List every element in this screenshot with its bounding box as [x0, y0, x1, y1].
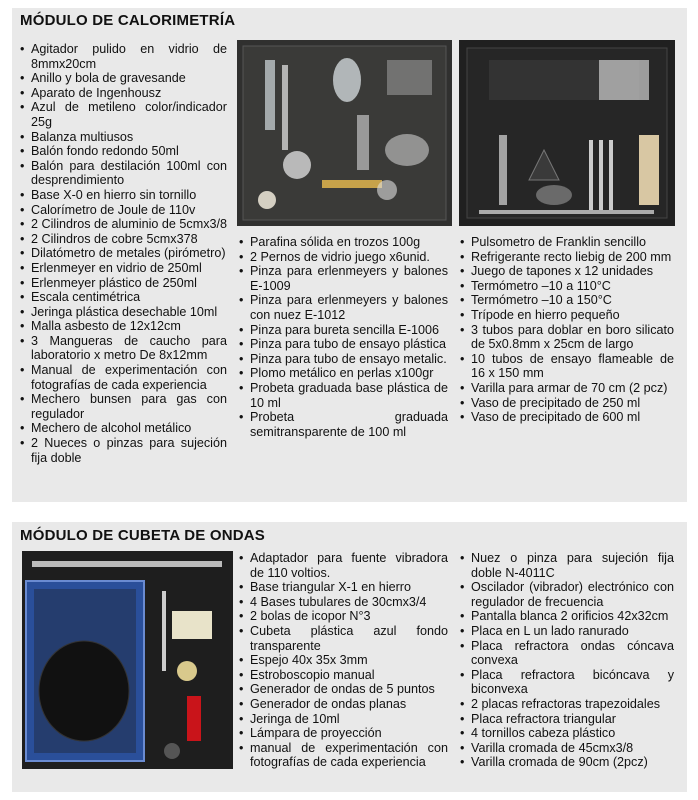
list-item: • Pinza para tubo de ensayo plástica	[239, 337, 448, 352]
list-item: • Estroboscopio manual	[239, 668, 448, 683]
list-item: • Probeta graduada base plástica de 10 ml	[239, 381, 448, 410]
list-item: • Oscilador (vibrador) electrónico con regulador de frecuencia	[460, 580, 674, 609]
list-item: • Escala centimétrica	[20, 290, 227, 305]
list-item: • Mechero bunsen para gas con regulador	[20, 392, 227, 421]
list-item: • Agitador pulido en vidrio de 8mmx20cm	[20, 42, 227, 71]
section-cubeta-title: MÓDULO DE CUBETA DE ONDAS	[20, 527, 265, 544]
list-item: • Adaptador para fuente vibradora de 110 voltios.	[239, 551, 448, 580]
list-item: • 4 Bases tubulares de 30cmx3/4	[239, 595, 448, 610]
list-item: • 2 Cilindros de aluminio de 5cmx3/8	[20, 217, 227, 232]
list-item: • Generador de ondas de 5 puntos	[239, 682, 448, 697]
list-item: • 10 tubos de ensayo flameable de 16 x 150 mm	[460, 352, 674, 381]
list-item: • Jeringa plástica desechable 10ml	[20, 305, 227, 320]
list-item: • Aparato de Ingenhousz	[20, 86, 227, 101]
list-item: • Jeringa de 10ml	[239, 712, 448, 727]
list-item: • Erlenmeyer plástico de 250ml	[20, 276, 227, 291]
list-item: • 3 Mangueras de caucho para laboratorio x metro De 8x12mm	[20, 334, 227, 363]
list-item: • Malla asbesto de 12x12cm	[20, 319, 227, 334]
calorimetria-list-col1	[20, 42, 227, 465]
list-item: • Termómetro –10 a 110°C	[460, 279, 674, 294]
list-item: • Erlenmeyer en vidrio de 250ml	[20, 261, 227, 276]
list-item: • Espejo 40x 35x 3mm	[239, 653, 448, 668]
list-item: • 2 Nueces o pinzas para sujeción fija doble	[20, 436, 227, 465]
list-item: • 3 tubos para doblar en boro silicato de 5x0.8mm x 25cm de largo	[460, 323, 674, 352]
list-item: • Pantalla blanca 2 orificios 42x32cm	[460, 609, 674, 624]
list-item: • Vaso de precipitado de 600 ml	[460, 410, 674, 425]
list-item: • Probeta graduada semitransparente de 100 ml	[239, 410, 448, 439]
list-item: • 2 Pernos de vidrio juego x6unid.	[239, 250, 448, 265]
list-item: • 2 Cilindros de cobre 5cmx378	[20, 232, 227, 247]
list-item: • Cubeta plástica azul fondo transparente	[239, 624, 448, 653]
list-item: • Trípode en hierro pequeño	[460, 308, 674, 323]
cubeta-kit-photo	[22, 551, 233, 769]
list-item: • Nuez o pinza para sujeción fija doble N-4011C	[460, 551, 674, 580]
list-item: • Placa refractora triangular	[460, 712, 674, 727]
list-item: • Pinza para tubo de ensayo metalic.	[239, 352, 448, 367]
list-item: • Pinza para erlenmeyers y balones E-1009	[239, 264, 448, 293]
list-item: • manual de experimentación con fotografías de cada experiencia	[239, 741, 448, 770]
calorimetria-list-col2	[239, 235, 448, 439]
list-item: • Placa refractora bicóncava y biconvexa	[460, 668, 674, 697]
list-item: • Pinza para erlenmeyers y balones con nuez E-1012	[239, 293, 448, 322]
list-item: • Varilla cromada de 90cm (2pcz)	[460, 755, 674, 770]
list-item: • Termómetro –10 a 150°C	[460, 293, 674, 308]
calorimetria-list-col3	[460, 235, 674, 425]
list-item: • 4 tornillos cabeza plástico	[460, 726, 674, 741]
cubeta-list-col3	[460, 551, 674, 770]
list-item: • Lámpara de proyección	[239, 726, 448, 741]
list-item: • Balón para destilación 100ml con desprendimiento	[20, 159, 227, 188]
list-item: • Pulsometro de Franklin sencillo	[460, 235, 674, 250]
list-item: • Base X-0 en hierro sin tornillo	[20, 188, 227, 203]
list-item: • Juego de tapones x 12 unidades	[460, 264, 674, 279]
list-item: • Balón fondo redondo 50ml	[20, 144, 227, 159]
list-item: • 2 placas refractoras trapezoidales	[460, 697, 674, 712]
list-item: • Calorímetro de Joule de 110v	[20, 203, 227, 218]
calorimetria-kit-photo-2	[459, 40, 675, 226]
list-item: • Refrigerante recto liebig de 200 mm	[460, 250, 674, 265]
list-item: • Base triangular X-1 en hierro	[239, 580, 448, 595]
list-item: • 2 bolas de icopor N°3	[239, 609, 448, 624]
list-item: • Anillo y bola de gravesande	[20, 71, 227, 86]
section-calorimetria-title: MÓDULO DE CALORIMETRÍA	[20, 12, 236, 29]
list-item: • Placa refractora ondas cóncava convexa	[460, 639, 674, 668]
list-item: • Vaso de precipitado de 250 ml	[460, 396, 674, 411]
list-item: • Pinza para bureta sencilla E-1006	[239, 323, 448, 338]
list-item: • Manual de experimentación con fotografías de cada experiencia	[20, 363, 227, 392]
list-item: • Balanza multiusos	[20, 130, 227, 145]
list-item: • Varilla para armar de 70 cm (2 pcz)	[460, 381, 674, 396]
cubeta-list-col2	[239, 551, 448, 770]
list-item: • Dilatómetro de metales (pirómetro)	[20, 246, 227, 261]
list-item: • Generador de ondas planas	[239, 697, 448, 712]
list-item: • Placa en L un lado ranurado	[460, 624, 674, 639]
list-item: • Plomo metálico en perlas x100gr	[239, 366, 448, 381]
list-item: • Azul de metileno color/indicador 25g	[20, 100, 227, 129]
calorimetria-kit-photo-1	[237, 40, 452, 226]
list-item: • Parafina sólida en trozos 100g	[239, 235, 448, 250]
list-item: • Mechero de alcohol metálico	[20, 421, 227, 436]
list-item: • Varilla cromada de 45cmx3/8	[460, 741, 674, 756]
